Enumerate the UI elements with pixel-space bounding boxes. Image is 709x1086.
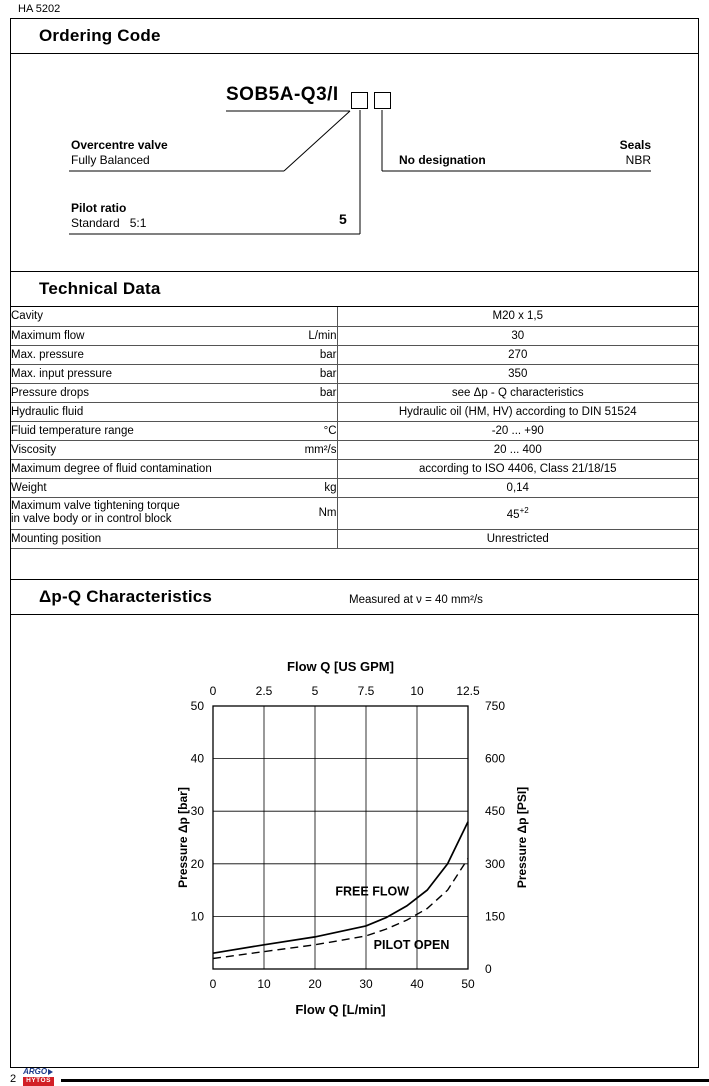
x-bottom-tick: 10 [257, 976, 271, 991]
overcentre-valve-label: Overcentre valve [71, 138, 168, 152]
page-frame [10, 18, 699, 1068]
y-right-tick: 150 [485, 908, 506, 923]
pilot-ratio-standard-label: Standard 5:1 [71, 216, 147, 230]
tech-param-value: 350 [337, 364, 698, 383]
curve-label: FREE FLOW [335, 883, 410, 898]
tech-param-name: Cavity [11, 307, 276, 326]
dpq-characteristics-title: Δp-Q Characteristics [39, 586, 213, 606]
tech-param-value: $45^{+2}$ [337, 497, 698, 529]
tech-param-unit [276, 402, 337, 421]
x-bottom-tick: 20 [308, 976, 322, 991]
y-right-tick: 600 [485, 751, 506, 766]
x-bottom-tick: 50 [461, 976, 475, 991]
section-spacer [11, 549, 698, 579]
tech-param-name: Mounting position [11, 529, 276, 548]
tech-table-row [11, 421, 698, 440]
tech-param-unit: L/min [276, 326, 337, 345]
x-top-tick: 12.5 [456, 683, 480, 698]
tech-param-unit: bar [276, 345, 337, 364]
tech-param-unit: Nm [276, 497, 337, 529]
tech-param-name: Weight [11, 478, 276, 497]
ordering-code-title: Ordering Code [11, 19, 698, 54]
y-right-tick: 0 [485, 961, 492, 976]
dpq-characteristics-band [11, 579, 698, 615]
y-left-tick: 40 [190, 751, 204, 766]
tech-param-value: 30 [337, 326, 698, 345]
tech-param-unit [276, 529, 337, 548]
dpq-chart [83, 649, 603, 1027]
tech-param-name: Viscosity [11, 440, 276, 459]
tech-param-name: Max. input pressure [11, 364, 276, 383]
tech-param-unit: bar [276, 383, 337, 402]
tech-param-unit: bar [276, 364, 337, 383]
tech-param-value: Unrestricted [337, 529, 698, 548]
tech-param-unit: mm²/s [276, 440, 337, 459]
x-bottom-tick: 30 [359, 976, 373, 991]
y-left-tick: 50 [190, 698, 204, 713]
x-bottom-tick: 40 [410, 976, 424, 991]
tech-table-row [11, 440, 698, 459]
y-left-tick: 20 [190, 856, 204, 871]
ordering-code-diagram [11, 54, 698, 271]
x-bottom-tick: 0 [209, 976, 217, 991]
page-footer [10, 1068, 709, 1086]
curve-label: PILOT OPEN [373, 937, 450, 952]
tech-table-row [11, 383, 698, 402]
no-designation-label: No designation [399, 153, 486, 167]
technical-data-title: Technical Data [11, 271, 698, 307]
tech-param-name: Pressure drops [11, 383, 276, 402]
seals-label: Seals [619, 138, 651, 152]
tech-table-row [11, 345, 698, 364]
ordering-code-box-2 [374, 92, 391, 109]
pilot-ratio-label: Pilot ratio [71, 201, 127, 215]
tech-param-name: Max. pressure [11, 345, 276, 364]
x-top-axis-title: Flow Q [US GPM] [287, 658, 394, 674]
y-right-tick: 300 [485, 856, 506, 871]
ordering-code-text: SOB5A-Q3/I [226, 84, 339, 105]
logo-arrow-icon [48, 1069, 53, 1075]
tech-param-value: 20 ... 400 [337, 440, 698, 459]
tech-param-value: 270 [337, 345, 698, 364]
y-right-tick: 450 [485, 803, 506, 818]
dpq-measurement-note: Measured at ν = 40 mm²/s [349, 593, 483, 606]
tech-table-row [11, 478, 698, 497]
tech-table-row [11, 459, 698, 478]
footer-rule [61, 1079, 709, 1082]
hytos-logo-text: HYTOS [23, 1077, 54, 1086]
tech-param-name: Maximum flow [11, 326, 276, 345]
x-top-tick: 5 [311, 683, 319, 698]
y-left-axis-title: Pressure Δp [bar] [176, 786, 190, 888]
tech-param-value: Hydraulic oil (HM, HV) according to DIN 51524 [337, 402, 698, 421]
y-right-axis-title: Pressure Δp [PSI] [515, 786, 529, 888]
tech-table-row [11, 364, 698, 383]
tech-param-unit [276, 459, 337, 478]
argo-hytos-logo [23, 1068, 54, 1086]
tech-table-row [11, 529, 698, 548]
pilot-ratio-code: 5 [339, 211, 347, 227]
x-bottom-axis-title: Flow Q [L/min] [295, 1001, 386, 1017]
tech-param-unit: kg [276, 478, 337, 497]
seals-value-label: NBR [625, 153, 651, 167]
tech-param-value: M20 x 1,5 [337, 307, 698, 326]
tech-param-value: -20 ... +90 [337, 421, 698, 440]
argo-logo-text [23, 1068, 54, 1077]
tech-param-name: Fluid temperature range [11, 421, 276, 440]
tech-param-value: see Δp - Q characteristics [337, 383, 698, 402]
page-number: 2 [10, 1072, 17, 1085]
document-code: HA 5202 [18, 3, 61, 15]
technical-data-table [11, 307, 698, 549]
tech-table-row [11, 307, 698, 326]
plot-border [213, 706, 468, 969]
x-top-tick: 2.5 [255, 683, 273, 698]
tech-table-row [11, 402, 698, 421]
y-right-tick: 750 [485, 698, 506, 713]
tech-param-value: according to ISO 4406, Class 21/18/15 [337, 459, 698, 478]
y-left-tick: 10 [190, 908, 204, 923]
tech-param-name: Hydraulic fluid [11, 402, 276, 421]
x-top-tick: 0 [209, 683, 217, 698]
tech-param-name: Maximum valve tightening torque in valve body or in control block [11, 497, 276, 529]
ordering-code-box-1 [351, 92, 368, 109]
fully-balanced-label: Fully Balanced [71, 153, 150, 167]
tech-param-value: 0,14 [337, 478, 698, 497]
tech-param-name: Maximum degree of fluid contamination [11, 459, 276, 478]
tech-param-unit [276, 307, 337, 326]
argo-logo-word: ARGO [23, 1067, 48, 1076]
dpq-chart-section [11, 615, 698, 1032]
x-top-tick: 10 [410, 683, 424, 698]
tech-table-row [11, 497, 698, 529]
x-top-tick: 7.5 [357, 683, 375, 698]
tech-table-row [11, 326, 698, 345]
tech-param-unit: °C [276, 421, 337, 440]
y-left-tick: 30 [190, 803, 204, 818]
